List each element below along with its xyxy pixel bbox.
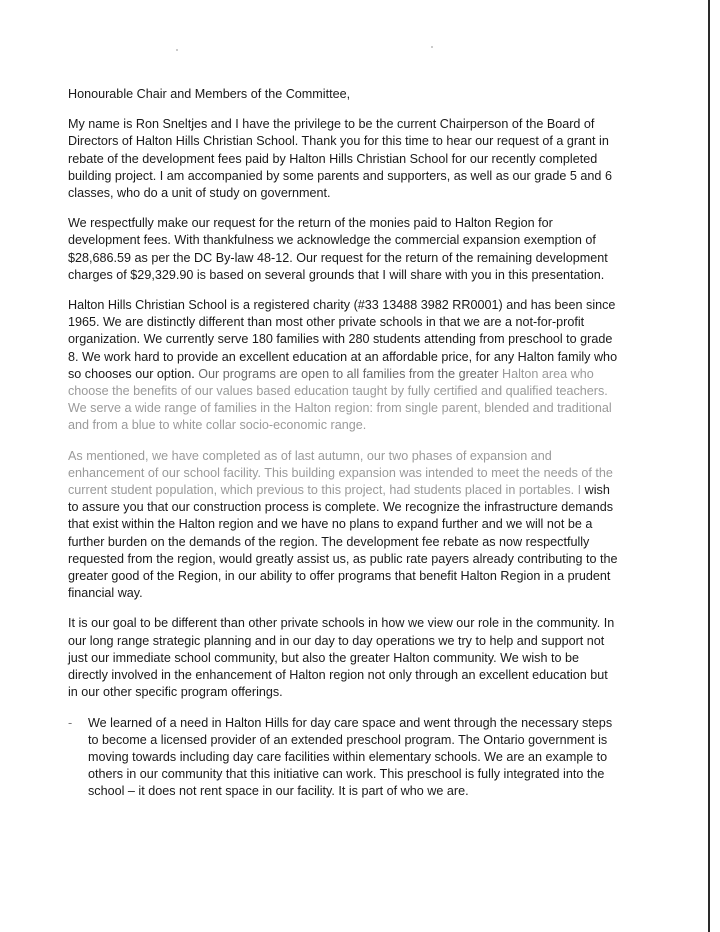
- expansion-text-faint: As mentioned, we have completed as of last autumn, our two phases of expansion and enhancement of our school facility. This building expansion was intended to meet the needs of the current student population, which previous to this project, had students placed in portables. I: [68, 448, 613, 498]
- bullet-marker: -: [68, 715, 73, 730]
- paragraph-request: We respectfully make our request for the return of the monies paid to Halton Region for development fees. With thankfulness we acknowledge the commercial expansion exemption of $28,686.59 as per the DC By-law 48-12. Our request for the return of the remaining development charges of $29,329.90 is based on several grounds that I will share with you in this presentation.: [68, 216, 608, 282]
- school-profile-text-faint: Halton area who choose the benefits of our values based education taught by fully certified and qualified teachers. We serve a wide range of families in the Halton region: from single parent, blended and traditional and from a blue to white collar socio-economic range.: [68, 366, 612, 433]
- paragraph-expansion: [68, 448, 618, 603]
- salutation: Honourable Chair and Members of the Committee,: [68, 87, 351, 101]
- scan-speck: [176, 49, 178, 51]
- school-profile-text-faded: Our programs are open to all families from the greater: [194, 366, 499, 381]
- page-edge-line: [708, 0, 710, 932]
- bullet-item-preschool: [68, 715, 618, 801]
- program-bullet-list: [68, 715, 618, 801]
- school-profile-text: Halton Hills Christian School is a registered charity (#33 13488 3982 RR0001) and has been since 1965. We are distinctly different than most other private schools in that we are a not-for-profit organization. We currently serve 180 families with 280 students attending from preschool to grade 8. We work hard to provide an excellent education at an affordable price, for any Halton family who so chooses our option.: [68, 298, 618, 381]
- paragraph-community-goal: It is our goal to be different than other private schools in how we view our role in the community. In our long range strategic planning and in our day to day operations we try to help and support not just our immediate school community, but also the greater Halton community. We wish to be directly involved in the enhancement of Halton region not only through an excellent education but in our other specific program offerings.: [68, 616, 615, 700]
- paragraph-introduction: My name is Ron Sneltjes and I have the privilege to be the current Chairperson of the Board of Directors of Halton Hills Christian School. Thank you for this time to hear our request of a grant in rebate of the development fees paid by Halton Hills Christian School for our recently completed building project. I am accompanied by some parents and supporters, as well as our grade 5 and 6 classes, who do a unit of study on government.: [68, 117, 612, 201]
- bullet-text: We learned of a need in Halton Hills for day care space and went through the necessary steps to become a licensed provider of an extended preschool program. The Ontario government is moving towards including day care facilities within elementary schools. We are an example to others in our community that this initiative can work. This preschool is fully integrated into the school – it does not rent space in our facility. It is part of who we are.: [88, 715, 613, 799]
- letter-body: [68, 86, 618, 801]
- scan-speck: [431, 46, 433, 48]
- expansion-text: wish to assure you that our construction process is complete. We recognize the infrastructure demands that exist within the Halton region and we have no plans to expand further and we will not be a further burden on the demands of the region. The development fee rebate as now respectfully requested from the region, would greatly assist us, as public rate payers already contributing to the greater good of the Region, in our ability to offer programs that benefit Halton Region in a prudent financial way.: [68, 483, 618, 601]
- paragraph-school-profile: [68, 297, 618, 435]
